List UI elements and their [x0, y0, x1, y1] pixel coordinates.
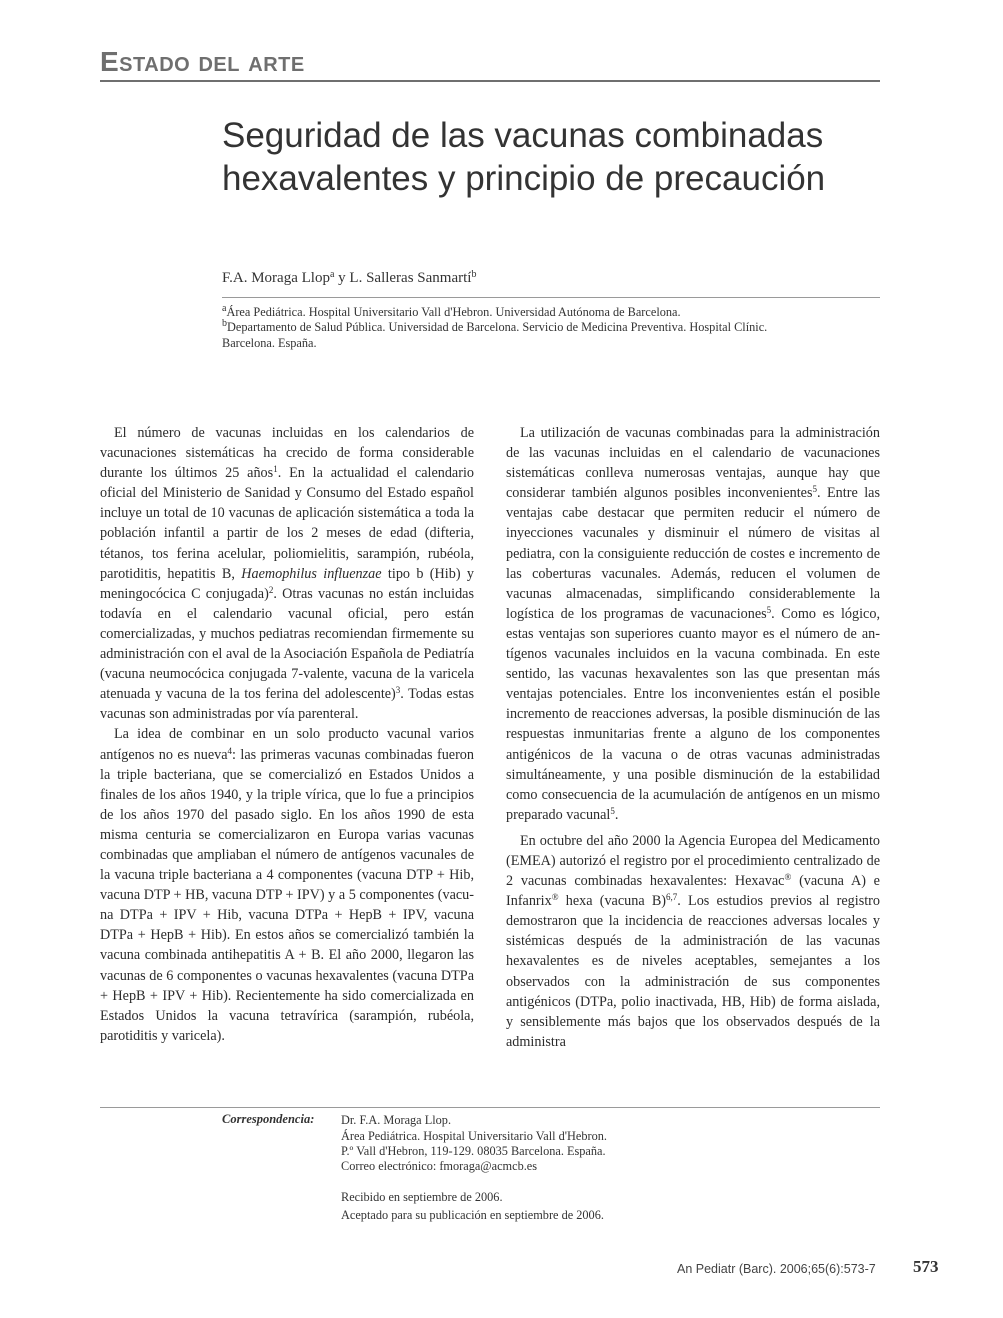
- affiliation-mark: b: [222, 318, 227, 329]
- citation: 1: [273, 464, 278, 475]
- text-run: La idea de combinar en un solo producto vacunal varios antígenos no es nueva: [100, 726, 474, 763]
- text-run: .: [614, 806, 619, 823]
- affiliation-a: [222, 304, 681, 320]
- accepted-date: Aceptado para su publicación en septiembre de 2006.: [341, 1208, 604, 1222]
- text-run: hexa (vacuna B): [558, 893, 667, 910]
- text-run: . Todas estas vacunas son administradas por vía parenteral.: [100, 686, 474, 723]
- correspondence-line: Dr. F.A. Moraga Llop.: [341, 1113, 452, 1127]
- paragraph: [506, 831, 880, 1052]
- page-number: 573: [913, 1257, 939, 1276]
- correspondence-email: Correo electrónico: fmoraga@acmcb.es: [341, 1159, 538, 1173]
- author-conjunction: y: [334, 270, 350, 286]
- text-run: La utilización de vacunas combinadas para la administración de las vacunas incluidas en el calendario de vacunaciones sistemáticas conlleva numerosas ventajas, aunque hay que considerar también algunos posibles inconvenientes: [506, 425, 880, 502]
- correspondence-line: P.º Vall d'Hebron, 119-129. 08035 Barcelona. España.: [341, 1144, 606, 1158]
- paragraph: [506, 423, 880, 825]
- affiliation-divider: [222, 297, 880, 298]
- text-run: El número de vacunas incluidas en los calendarios de vacunaciones sistemáticas ha crecido de forma considerable durante los últimos 25 años: [100, 425, 474, 482]
- correspondence-divider: [100, 1107, 880, 1108]
- affiliation-text: Departamento de Salud Pública. Universidad de Barcelona. Servicio de Medicina Preventiva. Hospital Clínic.: [227, 320, 768, 334]
- paragraph: [100, 423, 474, 724]
- journal-citation: An Pediatr (Barc). 2006;65(6):573-7: [677, 1262, 876, 1276]
- text-run: . En la actualidad el calendario oficial del Ministerio de Sanidad y Consumo del Estado español incluye un total de 10 vacunas de aplicación sistemática a toda la población infantil a partir de los 2 meses de edad (difteria, tétanos, tos ferina acelular, poliomielitis, sarampión, rubéola, parotiditis, hepatitis B,: [100, 465, 474, 582]
- citation: 5: [812, 484, 817, 495]
- text-run: . Otras vacunas no están incluidas todavía en el calendario vacunal oficial, pero están comercializadas, y muchos pediatras recomiendan firmemente su administración con el aval de la Asociación Española de Pediatría (vacuna neumocócica conjugada 7-valente, vacuna de la varicela atenuada y vacuna de la tos ferina del adolescente): [100, 585, 474, 703]
- section-divider: [100, 80, 880, 82]
- citation: 4: [227, 745, 233, 756]
- text-run: (vacuna A) e Infanrix: [506, 873, 880, 910]
- body-column-right: [506, 423, 880, 1052]
- authors: [222, 270, 476, 287]
- affiliation-text: Área Pediátrica. Hospital Universitario Vall d'Hebron. Universidad Autónoma de Barcelona.: [226, 305, 681, 319]
- affiliation-b: [222, 319, 767, 335]
- correspondence-line: Área Pediátrica. Hospital Universitario Vall d'Hebron.: [341, 1129, 607, 1143]
- body-column-left: [100, 423, 474, 1046]
- text-run: En octubre del año 2000 la Agencia Europea del Medicamento (EMEA) autorizó el registro por el procedimiento centralizado de 2 vacunas combinadas hexavalentes: Hexavac: [506, 832, 880, 890]
- text-run: . Entre las ventajas cabe destacar que permiten reducir el número de inyecciones vacunales y disminuir el número de visitas al pediatra, con la consiguiente reducción de costes e incremento de las coberturas vacunales. Además, reducen el volumen de vacunas almacenadas, simplificando considerablemente la logística de los programas de vacunaciones: [506, 485, 880, 622]
- author-1-affiliation-mark: a: [329, 269, 335, 280]
- author-1: F.A. Moraga Llop: [222, 270, 330, 286]
- registered-mark: ®: [551, 892, 559, 903]
- citation: 3: [395, 685, 401, 696]
- citation: 5: [610, 805, 615, 816]
- text-run: . Los estudios previos al registro demostraron que la incidencia de reacciones adversas locales y sistémicas después de la administración de las vacunas hexavalentes es de niveles aceptables, semejantes a los observados con la administración de sus componentes antigénicos (DTPa, polio inactivada, HB, Hib) de forma aislada, y sensiblemente más bajos que los observados después de la administra: [506, 893, 880, 1050]
- author-2-affiliation-mark: b: [471, 269, 477, 280]
- article-title: Seguridad de las vacunas combinadas hexavalentes y principio de precaución: [222, 116, 826, 198]
- citation: 6,7: [666, 892, 678, 903]
- text-run: : las primeras vacunas combinadas fueron la triple bacteriana, que se comercializó en Estados Unidos a finales de los años 1940, y la triple vírica, que lo fue a principios de los años 1970 del pasado siglo. En los años 1990 de esta misma centuria se comercializaron en Europa varias vacunas combinadas que ampliaban el número de antígenos vacunales de la vacuna triple bacteriana a 4 componentes (vacuna DTP + Hib, vacuna DTP + HB, vacuna DTP + IPV) y a 5 componentes (vacuna DTPa + IPV + Hib, vacuna DTPa + HepB + IPV, vacuna DTPa + HepB + Hib). En estos años se comercializó también la vacuna combinada antihepatitis A + B. El año 2000, llegaron las vacunas de 6 componentes o vacunas hexavalentes (vacuna DTPa + HepB + IPV + Hib). Recientemente ha sido comercializada en Estados Unidos la vacuna tetravírica (sarampión, rubéola, parotiditis y varicela).: [100, 746, 474, 1044]
- species-name: Haemophilus influenzae: [241, 565, 382, 582]
- affiliation-mark: a: [222, 303, 227, 314]
- correspondence-label: Correspondencia:: [222, 1112, 315, 1126]
- citation: 5: [766, 604, 772, 615]
- text-run: . Como es lógico, estas ventajas son superiores cuanto mayor es el número de antígenos vacunales incluidos en la vacuna combinada. En este sentido, las vacunas hexavalentes son las que presentan más ventajas potenciales. Entre los inconvenientes están el posible incremento de reacciones adversas, la posible disminución de las respuestas inmunitarias frente a alguno de los componentes antigénicos de la vacuna o de otras vacunas administradas simultáneamente, y una posible disminución de la estabilidad como consecuencia de la acumulación de antígenos en un mismo preparado vacunal: [506, 605, 880, 823]
- author-2: L. Salleras Sanmartí: [349, 270, 472, 286]
- citation: 2: [268, 584, 274, 595]
- affiliation-b-cont: [222, 335, 317, 351]
- registered-mark: ®: [784, 872, 792, 883]
- received-date: Recibido en septiembre de 2006.: [341, 1190, 503, 1204]
- section-label: Estado del arte: [100, 46, 305, 77]
- affiliation-text: Barcelona. España.: [222, 336, 317, 350]
- text-run: tipo b (Hib) y meningocócica C conjugada): [100, 565, 474, 602]
- paragraph: [100, 724, 474, 1046]
